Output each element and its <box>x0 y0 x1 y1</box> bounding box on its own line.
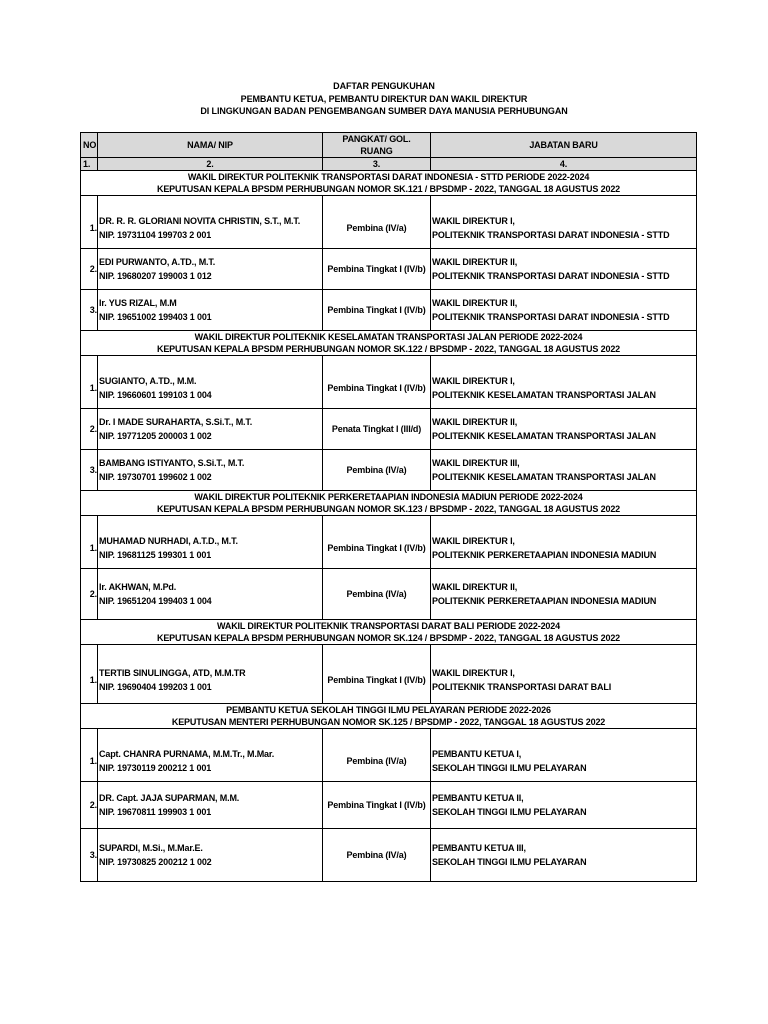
person-name: Ir. AKHWAN, M.Pd. <box>99 582 177 592</box>
entry-number: 3. <box>81 829 98 882</box>
table-row <box>81 249 697 290</box>
position-title: PEMBANTU KETUA II, <box>432 793 524 803</box>
entry-number: 1. <box>81 729 98 782</box>
name-nip-cell <box>98 569 323 620</box>
rank-cell <box>323 409 431 450</box>
person-name: Dr. I MADE SURAHARTA, S.Si.T., M.T. <box>99 417 253 427</box>
table-body <box>81 171 697 882</box>
person-nip: NIP. 19730119 200212 1 001 <box>99 763 212 773</box>
person-rank: Penata Tingkat I (III/d) <box>331 424 422 434</box>
section-header-row <box>81 491 697 516</box>
position-cell <box>431 409 697 450</box>
section-title: WAKIL DIREKTUR POLITEKNIK TRANSPORTASI DARAT BALI PERIODE 2022-2024 <box>217 621 560 631</box>
position-title: WAKIL DIREKTUR II, <box>432 257 518 267</box>
section-decree: KEPUTUSAN KEPALA BPSDM PERHUBUNGAN NOMOR SK.124 / BPSDMP - 2022, TANGGAL 18 AGUSTUS 2022 <box>156 633 621 643</box>
name-nip-cell <box>98 645 323 704</box>
position-institution: POLITEKNIK PERKERETAAPIAN INDONESIA MADIUN <box>432 596 657 606</box>
table-row <box>81 356 697 409</box>
position-institution: SEKOLAH TINGGI ILMU PELAYARAN <box>432 763 587 773</box>
section-decree: KEPUTUSAN MENTERI PERHUBUNGAN NOMOR SK.125 / BPSDMP - 2022, TANGGAL 18 AGUSTUS 2022 <box>171 717 606 727</box>
position-title: PEMBANTU KETUA I, <box>432 749 522 759</box>
rank-cell <box>323 356 431 409</box>
name-nip-cell <box>98 516 323 569</box>
section-header-row <box>81 171 697 196</box>
name-nip-cell <box>98 409 323 450</box>
person-nip: NIP. 19730701 199602 1 002 <box>99 472 212 482</box>
person-name: EDI PURWANTO, A.TD., M.T. <box>99 257 216 267</box>
position-cell <box>431 729 697 782</box>
person-name: Capt. CHANRA PURNAMA, M.M.Tr., M.Mar. <box>99 749 275 759</box>
entry-number: 3. <box>81 290 98 331</box>
rank-cell <box>323 516 431 569</box>
colnum-2: 2. <box>98 158 323 171</box>
rank-cell <box>323 829 431 882</box>
name-nip-cell <box>98 249 323 290</box>
person-rank: Pembina Tingkat I (IV/b) <box>327 800 426 810</box>
position-title: WAKIL DIREKTUR II, <box>432 417 518 427</box>
person-name: BAMBANG ISTIYANTO, S.Si.T., M.T. <box>99 458 245 468</box>
position-institution: SEKOLAH TINGGI ILMU PELAYARAN <box>432 857 587 867</box>
name-nip-cell <box>98 829 323 882</box>
position-cell <box>431 829 697 882</box>
person-name: SUPARDI, M.Si., M.Mar.E. <box>99 843 203 853</box>
table-row <box>81 782 697 829</box>
table-row <box>81 516 697 569</box>
section-title: PEMBANTU KETUA SEKOLAH TINGGI ILMU PELAYARAN PERIODE 2022-2026 <box>226 705 551 715</box>
table-row <box>81 450 697 491</box>
person-rank: Pembina (IV/a) <box>346 756 407 766</box>
header-rank-line: PANGKAT/ GOL. <box>342 134 411 144</box>
person-rank: Pembina Tingkat I (IV/b) <box>327 675 426 685</box>
entry-number: 2. <box>81 409 98 450</box>
position-institution: SEKOLAH TINGGI ILMU PELAYARAN <box>432 807 587 817</box>
person-rank: Pembina (IV/a) <box>346 223 407 233</box>
person-rank: Pembina (IV/a) <box>346 850 407 860</box>
position-cell <box>431 290 697 331</box>
doc-title: DAFTAR PENGUKUHAN <box>333 81 435 91</box>
entry-number: 1. <box>81 645 98 704</box>
table-row <box>81 729 697 782</box>
section-header <box>81 171 697 196</box>
entry-number: 1. <box>81 356 98 409</box>
person-nip: NIP. 19651204 199403 1 004 <box>99 596 212 606</box>
position-institution: POLITEKNIK TRANSPORTASI DARAT BALI <box>432 682 612 692</box>
person-nip: NIP. 19771205 200003 1 002 <box>99 431 212 441</box>
section-title: WAKIL DIREKTUR POLITEKNIK TRANSPORTASI DARAT INDONESIA - STTD PERIODE 2022-2024 <box>187 172 590 182</box>
position-institution: POLITEKNIK TRANSPORTASI DARAT INDONESIA - STTD <box>432 230 670 240</box>
section-header-row <box>81 620 697 645</box>
person-name: DR. R. R. GLORIANI NOVITA CHRISTIN, S.T., M.T. <box>99 216 301 226</box>
person-rank: Pembina Tingkat I (IV/b) <box>327 383 426 393</box>
doc-subtitle-2: DI LINGKUNGAN BADAN PENGEMBANGAN SUMBER DAYA MANUSIA PERHUBUNGAN <box>200 106 568 116</box>
section-header-row <box>81 704 697 729</box>
section-header <box>81 620 697 645</box>
position-institution: POLITEKNIK TRANSPORTASI DARAT INDONESIA - STTD <box>432 312 670 322</box>
table-row <box>81 196 697 249</box>
rank-cell <box>323 290 431 331</box>
position-institution: POLITEKNIK TRANSPORTASI DARAT INDONESIA - STTD <box>432 271 670 281</box>
person-nip: NIP. 19670811 199903 1 001 <box>99 807 212 817</box>
rank-cell <box>323 782 431 829</box>
position-cell <box>431 782 697 829</box>
rank-cell <box>323 645 431 704</box>
table-row <box>81 569 697 620</box>
section-decree: KEPUTUSAN KEPALA BPSDM PERHUBUNGAN NOMOR SK.121 / BPSDMP - 2022, TANGGAL 18 AGUSTUS 2022 <box>156 184 621 194</box>
position-cell <box>431 450 697 491</box>
person-name: DR. Capt. JAJA SUPARMAN, M.M. <box>99 793 240 803</box>
section-title: WAKIL DIREKTUR POLITEKNIK PERKERETAAPIAN INDONESIA MADIUN PERIODE 2022-2024 <box>194 492 583 502</box>
rank-cell <box>323 450 431 491</box>
person-nip: NIP. 19681125 199301 1 001 <box>99 550 212 560</box>
position-title: WAKIL DIREKTUR I, <box>432 668 515 678</box>
table-row <box>81 409 697 450</box>
entry-number: 1. <box>81 516 98 569</box>
header-rank <box>323 133 431 158</box>
person-nip: NIP. 19651002 199403 1 001 <box>99 312 212 322</box>
header-name-nip: NAMA/ NIP <box>98 133 323 158</box>
person-name: Ir. YUS RIZAL, M.M <box>99 298 177 308</box>
position-institution: POLITEKNIK KESELAMATAN TRANSPORTASI JALAN <box>432 390 656 400</box>
entry-number: 1. <box>81 196 98 249</box>
colnum-4: 4. <box>431 158 697 171</box>
position-title: PEMBANTU KETUA III, <box>432 843 526 853</box>
section-header-row <box>81 331 697 356</box>
position-institution: POLITEKNIK KESELAMATAN TRANSPORTASI JALAN <box>432 472 656 482</box>
person-rank: Pembina Tingkat I (IV/b) <box>327 543 426 553</box>
name-nip-cell <box>98 450 323 491</box>
person-nip: NIP. 19731104 199703 2 001 <box>99 230 212 240</box>
person-nip: NIP. 19680207 199003 1 012 <box>99 271 212 281</box>
doc-subtitle-1: PEMBANTU KETUA, PEMBANTU DIREKTUR DAN WAKIL DIREKTUR <box>240 93 528 104</box>
entry-number: 2. <box>81 249 98 290</box>
position-cell <box>431 196 697 249</box>
position-cell <box>431 356 697 409</box>
entry-number: 3. <box>81 450 98 491</box>
section-decree: KEPUTUSAN KEPALA BPSDM PERHUBUNGAN NOMOR SK.122 / BPSDMP - 2022, TANGGAL 18 AGUSTUS 2022 <box>156 344 621 354</box>
position-cell <box>431 569 697 620</box>
header-no: NO <box>81 133 98 158</box>
colnum-3: 3. <box>323 158 431 171</box>
position-cell <box>431 249 697 290</box>
header-rank-line: RUANG <box>360 146 393 156</box>
document-header <box>0 80 768 118</box>
entry-number: 2. <box>81 782 98 829</box>
table-row <box>81 829 697 882</box>
table-row <box>81 645 697 704</box>
header-rank-text <box>323 133 430 157</box>
rank-cell <box>323 729 431 782</box>
rank-cell <box>323 569 431 620</box>
rank-cell <box>323 249 431 290</box>
header-new-position: JABATAN BARU <box>431 133 697 158</box>
appointment-table <box>80 132 697 882</box>
section-header <box>81 331 697 356</box>
person-nip: NIP. 19660601 199103 1 004 <box>99 390 212 400</box>
name-nip-cell <box>98 196 323 249</box>
person-rank: Pembina Tingkat I (IV/b) <box>327 264 426 274</box>
table-row <box>81 290 697 331</box>
position-institution: POLITEKNIK KESELAMATAN TRANSPORTASI JALAN <box>432 431 656 441</box>
name-nip-cell <box>98 356 323 409</box>
name-nip-cell <box>98 290 323 331</box>
section-header <box>81 491 697 516</box>
position-title: WAKIL DIREKTUR II, <box>432 582 518 592</box>
entry-number: 2. <box>81 569 98 620</box>
section-header <box>81 704 697 729</box>
person-rank: Pembina (IV/a) <box>346 589 407 599</box>
position-title: WAKIL DIREKTUR II, <box>432 298 518 308</box>
person-rank: Pembina (IV/a) <box>346 465 407 475</box>
position-cell <box>431 645 697 704</box>
position-title: WAKIL DIREKTUR III, <box>432 458 520 468</box>
position-title: WAKIL DIREKTUR I, <box>432 536 515 546</box>
person-name: SUGIANTO, A.TD., M.M. <box>99 376 197 386</box>
rank-cell <box>323 196 431 249</box>
name-nip-cell <box>98 729 323 782</box>
person-name: MUHAMAD NURHADI, A.T.D., M.T. <box>99 536 238 546</box>
position-title: WAKIL DIREKTUR I, <box>432 216 515 226</box>
section-title: WAKIL DIREKTUR POLITEKNIK KESELAMATAN TRANSPORTASI JALAN PERIODE 2022-2024 <box>194 332 583 342</box>
person-name: TERTIB SINULINGGA, ATD, M.M.TR <box>99 668 246 678</box>
position-institution: POLITEKNIK PERKERETAAPIAN INDONESIA MADIUN <box>432 550 657 560</box>
person-nip: NIP. 19730825 200212 1 002 <box>99 857 212 867</box>
name-nip-cell <box>98 782 323 829</box>
position-cell <box>431 516 697 569</box>
person-nip: NIP. 19690404 199203 1 001 <box>99 682 212 692</box>
position-title: WAKIL DIREKTUR I, <box>432 376 515 386</box>
colnum-1: 1. <box>81 158 98 171</box>
section-decree: KEPUTUSAN KEPALA BPSDM PERHUBUNGAN NOMOR SK.123 / BPSDMP - 2022, TANGGAL 18 AGUSTUS 2022 <box>156 504 621 514</box>
person-rank: Pembina Tingkat I (IV/b) <box>327 305 426 315</box>
